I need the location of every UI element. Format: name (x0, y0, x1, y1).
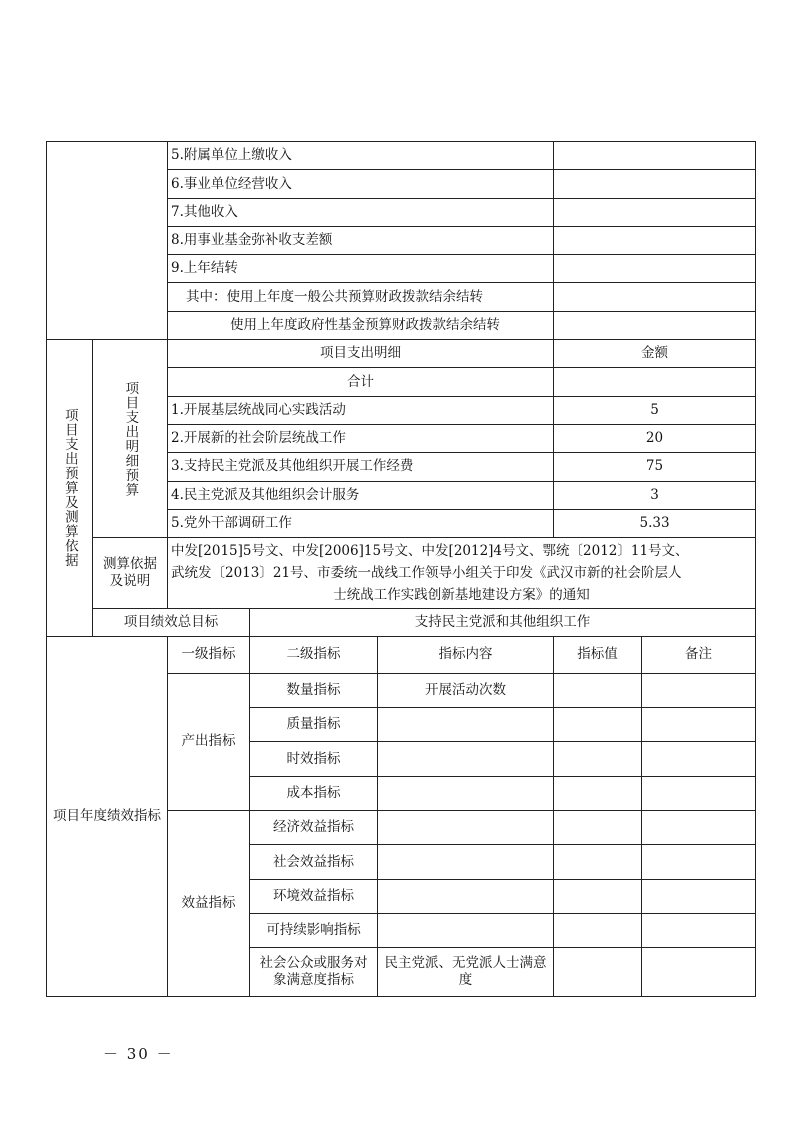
income-row: 7.其他收入 (168, 198, 554, 226)
level2-cell: 环境效益指标 (250, 879, 378, 913)
value-cell (554, 948, 642, 997)
expense-amount: 5.33 (554, 509, 756, 537)
note-cell (642, 742, 756, 776)
output-label: 产出指标 (168, 673, 250, 810)
blank-label-cell (47, 142, 168, 340)
income-value (554, 170, 756, 198)
note-cell (642, 879, 756, 913)
value-cell (554, 811, 642, 845)
note-cell (642, 914, 756, 948)
income-value (554, 255, 756, 283)
expense-amount: 5 (554, 396, 756, 424)
income-value (554, 198, 756, 226)
header-level1: 一级指标 (168, 637, 250, 673)
income-row: 9.上年结转 (168, 255, 554, 283)
income-value (554, 142, 756, 170)
expense-item: 1.开展基层统战同心实践活动 (168, 396, 554, 424)
income-row: 其中：使用上年度一般公共预算财政拨款结余结转 (168, 283, 554, 311)
header-level2: 二级指标 (250, 637, 378, 673)
basis-line-1: 中发[2015]5号文、中发[2006]15号文、中发[2012]4号文、鄂统〔2012〕11号文、 (171, 542, 689, 559)
income-row: 6.事业单位经营收入 (168, 170, 554, 198)
income-row: 5.附属单位上缴收入 (168, 142, 554, 170)
content-cell: 民主党派、无党派人士满意度 (378, 948, 554, 997)
expense-amount: 20 (554, 424, 756, 452)
level2-cell: 成本指标 (250, 776, 378, 810)
value-cell (554, 673, 642, 707)
budget-table (46, 141, 756, 997)
benefit-label: 效益指标 (168, 811, 250, 997)
value-cell (554, 776, 642, 810)
expense-item: 3.支持民主党派及其他组织开展工作经费 (168, 453, 554, 481)
value-cell (554, 914, 642, 948)
total-label: 合计 (168, 368, 554, 396)
value-cell (554, 845, 642, 879)
income-value (554, 311, 756, 339)
content-cell (378, 742, 554, 776)
content-cell (378, 707, 554, 741)
header-content: 指标内容 (378, 637, 554, 673)
goal-label: 项目绩效总目标 (93, 608, 250, 636)
header-value: 指标值 (554, 637, 642, 673)
level2-cell: 可持续影响指标 (250, 914, 378, 948)
indicators-section-label: 项目年度绩效指标 (47, 637, 168, 997)
level2-cell: 社会公众或服务对象满意度指标 (250, 948, 378, 997)
basis-line-2: 武统发〔2013〕21号、市委统一战线工作领导小组关于印发《武汉市新的社会阶层人 (171, 564, 682, 581)
income-value (554, 283, 756, 311)
level2-cell: 数量指标 (250, 673, 378, 707)
expense-amount: 75 (554, 453, 756, 481)
content-cell (378, 845, 554, 879)
note-cell (642, 776, 756, 810)
total-amount (554, 368, 756, 396)
basis-text (168, 538, 756, 609)
goal-value: 支持民主党派和其他组织工作 (250, 608, 756, 636)
note-cell (642, 948, 756, 997)
expense-amount: 3 (554, 481, 756, 509)
basis-line-3: 士统战工作实践创新基地建设方案》的通知 (333, 587, 590, 604)
value-cell (554, 707, 642, 741)
content-cell (378, 811, 554, 845)
header-note: 备注 (642, 637, 756, 673)
income-value (554, 226, 756, 254)
content-cell: 开展活动次数 (378, 673, 554, 707)
value-cell (554, 879, 642, 913)
expense-item: 5.党外干部调研工作 (168, 509, 554, 537)
page-number: － 30 － (103, 1045, 174, 1063)
content-cell (378, 914, 554, 948)
expense-item: 2.开展新的社会阶层统战工作 (168, 424, 554, 452)
col-amount-header: 金额 (554, 340, 756, 368)
expense-section-label: 项目支出预算及测算依据 (47, 340, 93, 637)
col-detail-header: 项目支出明细 (168, 340, 554, 368)
income-row: 8.用事业基金弥补收支差额 (168, 226, 554, 254)
value-cell (554, 742, 642, 776)
note-cell (642, 845, 756, 879)
level2-cell: 经济效益指标 (250, 811, 378, 845)
content-cell (378, 776, 554, 810)
detail-label: 项目支出明细预算 (93, 340, 168, 538)
note-cell (642, 707, 756, 741)
basis-label: 测算依据及说明 (93, 538, 168, 609)
level2-cell: 质量指标 (250, 707, 378, 741)
note-cell (642, 673, 756, 707)
level2-cell: 时效指标 (250, 742, 378, 776)
note-cell (642, 811, 756, 845)
level2-cell: 社会效益指标 (250, 845, 378, 879)
income-row: 使用上年度政府性基金预算财政拨款结余结转 (168, 311, 554, 339)
expense-item: 4.民主党派及其他组织会计服务 (168, 481, 554, 509)
content-cell (378, 879, 554, 913)
